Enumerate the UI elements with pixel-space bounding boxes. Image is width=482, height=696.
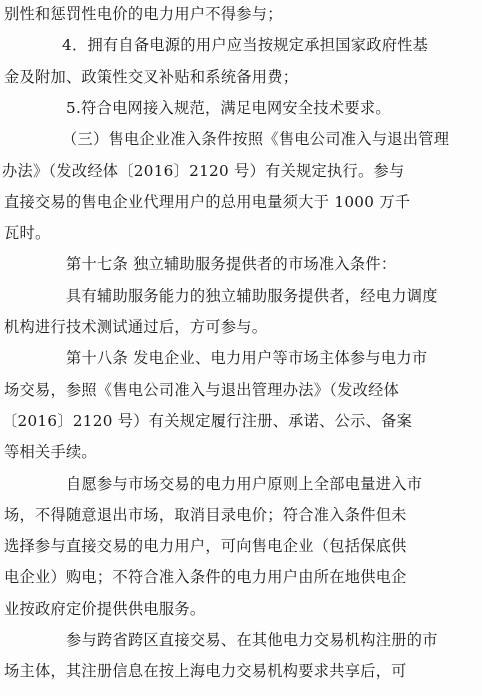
text-line: 第十七条 独立辅助服务提供者的市场准入条件： (66, 255, 397, 274)
text-line: 直接交易的售电企业代理用户的总用电量须大于 1000 万千 (4, 192, 411, 211)
text-line: 4．拥有自备电源的用户应当按规定承担国家政府性基 (62, 36, 429, 55)
text-line: 选择参与直接交易的电力用户，可向售电企业（包括保底供 (4, 537, 407, 556)
text-line: 第十八条 发电企业、电力用户等市场主体参与电力市 (66, 349, 428, 368)
text-line: （三）售电企业准入条件按照《售电公司准入与退出管理 (62, 130, 450, 149)
text-line: 电企业）购电；不符合准入条件的电力用户由所在地供电企 (4, 568, 407, 587)
text-line: 等相关手续。 (4, 443, 97, 462)
text-line: 具有辅助服务能力的独立辅助服务提供者，经电力调度 (66, 286, 438, 305)
text-line: 5.符合电网接入规范，满足电网安全技术要求。 (66, 98, 391, 117)
text-line: 业按政府定价提供供电服务。 (4, 599, 206, 618)
text-line: 办法》（发改经体〔2016〕2120 号）有关规定执行。参与 (2, 161, 405, 180)
text-line: 场，不得随意退出市场，取消目录电价；符合准入条件但未 (4, 505, 407, 524)
text-line: 自愿参与市场交易的电力用户原则上全部电量进入市 (66, 474, 423, 493)
text-line: 金及附加、政策性交叉补贴和系统备用费； (4, 67, 299, 86)
text-line: 参与跨省跨区直接交易、在其他电力交易机构注册的市 (66, 631, 438, 649)
text-line: 机构进行技术测试通过后，方可参与。 (4, 318, 268, 336)
text-line: 瓦时。 (4, 224, 51, 243)
text-line: 别性和惩罚性电价的电力用户不得参与； (4, 5, 283, 23)
text-line: 〔2016〕2120 号）有关规定履行注册、承诺、公示、备案 (2, 411, 413, 430)
text-line: 场交易，参照《售电公司准入与退出管理办法》（发改经体 (4, 380, 400, 399)
text-line: 场主体，其注册信息在按上海电力交易机构要求共享后，可 (4, 662, 407, 681)
